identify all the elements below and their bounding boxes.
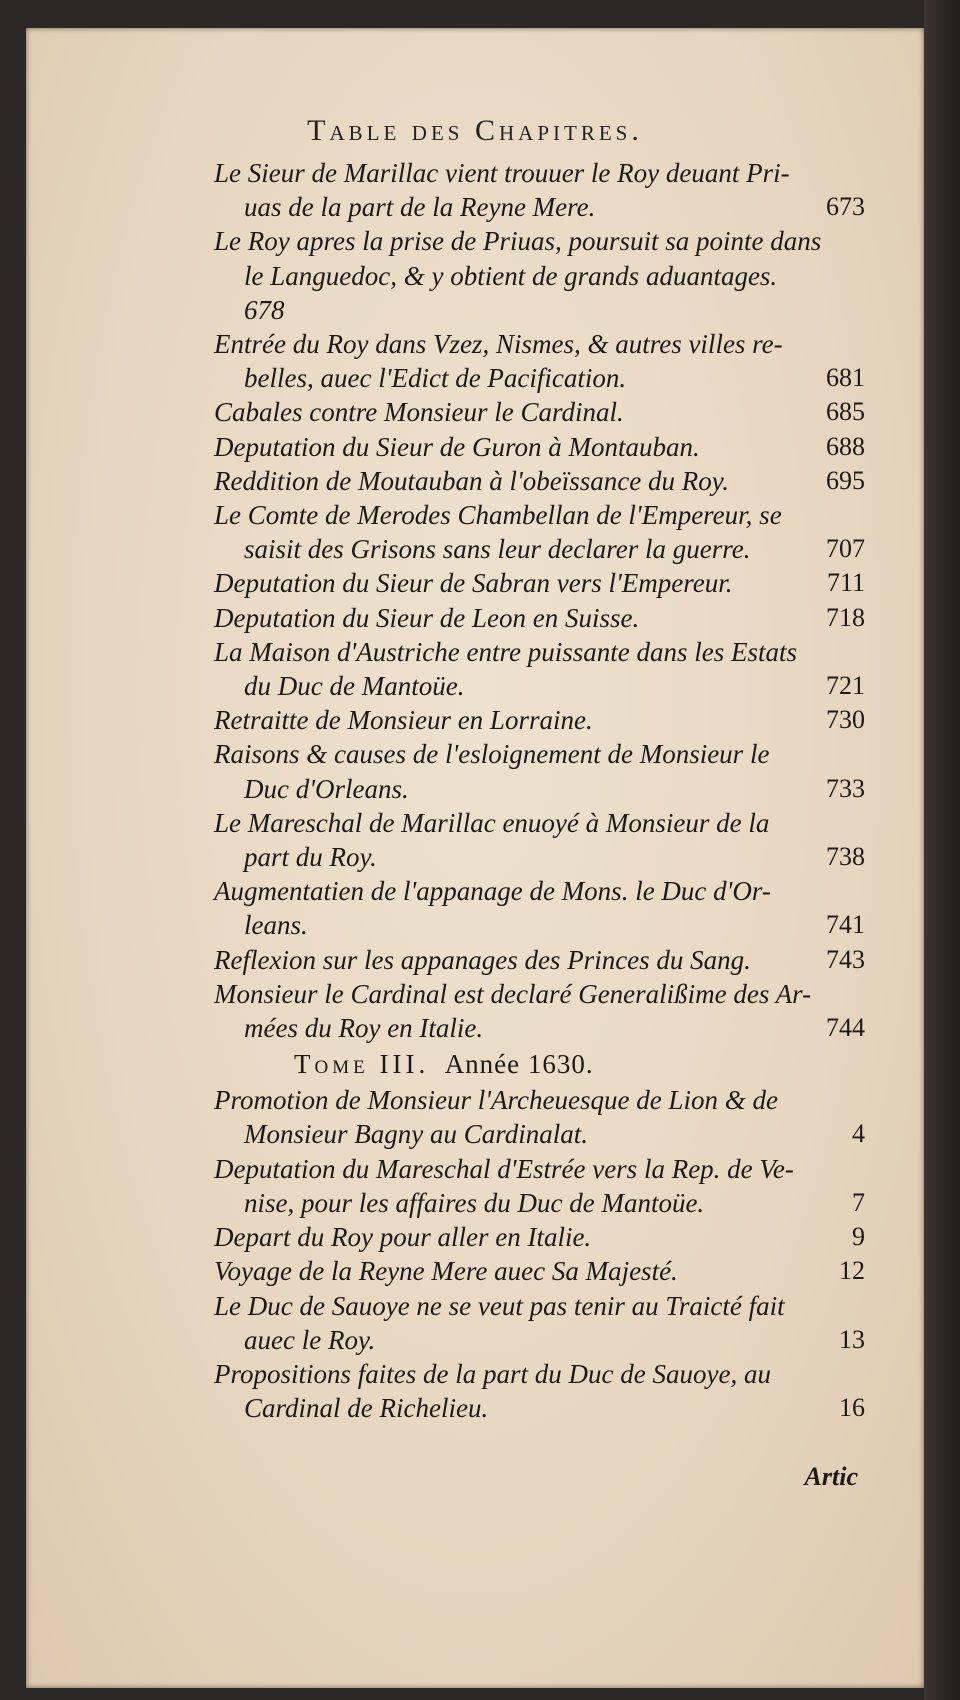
toc-entry-line: Deputation du Sieur de Leon en Suisse. — [214, 602, 640, 633]
toc-entry — [214, 737, 879, 805]
toc-page-number: 9 — [852, 1222, 865, 1252]
tome-label: Tome III. — [294, 1049, 430, 1080]
toc-entry-line: part du Roy. — [244, 842, 377, 873]
catchword: Artic — [804, 1462, 858, 1491]
toc-entry-line: Cardinal de Richelieu. — [244, 1393, 489, 1424]
toc-entry-line: Augmentatien de l'appanage de Mons. le Duc d'Or- — [214, 876, 771, 907]
toc-page-number: 707 — [826, 534, 865, 564]
toc-entry-line: auec le Roy. — [244, 1324, 376, 1355]
toc-entry — [214, 498, 879, 566]
toc-entry-line: Propositions faites de la part du Duc de Sauoye, au — [214, 1358, 771, 1389]
toc-entry-line: Reflexion sur les appanages des Princes du Sang. — [214, 944, 751, 975]
toc-entry-line: Deputation du Mareschal d'Estrée vers la Rep. de Ve- — [214, 1153, 794, 1184]
toc-entry — [214, 430, 879, 464]
toc-entry — [214, 1289, 879, 1357]
toc-entry — [214, 977, 879, 1045]
toc-entry — [214, 1220, 879, 1254]
toc-page-number: 744 — [826, 1013, 865, 1043]
toc-page-number: 743 — [826, 944, 865, 974]
toc-entry — [214, 566, 879, 600]
toc-entry-line: Le Mareschal de Marillac enuoyé à Monsieur de la — [214, 807, 770, 838]
toc-entry — [214, 395, 879, 429]
toc-entry — [214, 1357, 879, 1425]
toc-entry-line: mées du Roy en Italie. — [244, 1013, 484, 1044]
toc-entry — [214, 464, 879, 498]
toc-page-number: 711 — [826, 568, 865, 598]
toc-entry — [214, 1152, 879, 1220]
toc-page-number: 688 — [826, 431, 865, 461]
toc-page-number: 7 — [852, 1187, 865, 1217]
toc-page-number: 4 — [852, 1119, 865, 1149]
toc-entry-line: La Maison d'Austriche entre puissante dans les Estats — [214, 636, 798, 667]
toc-entry — [214, 224, 879, 327]
toc-entry — [214, 806, 879, 874]
year-label: Année 1630. — [444, 1049, 594, 1080]
toc-page-number: 718 — [826, 602, 865, 632]
toc-entry-line: Le Sieur de Marillac vient trouuer le Roy deuant Pri- — [214, 158, 790, 188]
toc-page-number: 16 — [839, 1393, 865, 1423]
toc-entry-line: Depart du Roy pour aller en Italie. — [214, 1222, 592, 1253]
toc-entry-line: belles, auec l'Edict de Pacification. — [244, 363, 627, 394]
toc-page-number: 685 — [826, 397, 865, 427]
page-content — [26, 28, 924, 1688]
toc-entry-line: uas de la part de la Reyne Mere. — [244, 192, 596, 223]
toc-entry-line: Retraitte de Monsieur en Lorraine. — [214, 705, 593, 736]
toc-entry — [214, 635, 879, 703]
toc-entry-line: le Languedoc, & y obtient de grands aduantages. — [244, 260, 778, 291]
toc-page-number: 733 — [826, 773, 865, 803]
toc-page-number: 12 — [839, 1256, 865, 1286]
toc-entry — [214, 1083, 879, 1151]
toc-entry — [214, 1254, 879, 1288]
toc-page-number: 13 — [839, 1324, 865, 1354]
toc-entry-line: Voyage de la Reyne Mere auec Sa Majesté. — [214, 1256, 678, 1287]
toc-page-number: 681 — [826, 363, 865, 393]
toc-entry-line: Deputation du Sieur de Sabran vers l'Empereur. — [214, 568, 733, 599]
toc-entry-line: Promotion de Monsieur l'Archeuesque de Lion & de — [214, 1085, 778, 1116]
toc-entry-line: Reddition de Moutauban à l'obeïssance du Roy. — [214, 465, 729, 496]
toc-entry-line: Monsieur Bagny au Cardinalat. — [244, 1119, 588, 1150]
toc-entry-line: Monsieur le Cardinal est declaré Generalißime des Ar- — [214, 978, 812, 1009]
toc-entry-line: Le Roy apres la prise de Priuas, poursuit sa pointe dans — [214, 226, 822, 257]
toc-page-number: 695 — [826, 465, 865, 495]
toc-entry — [214, 703, 879, 737]
toc-entry-line: Cabales contre Monsieur le Cardinal. — [214, 397, 624, 428]
section-heading — [214, 1045, 879, 1083]
toc-entry — [214, 874, 879, 942]
toc-entry-line: 678 — [244, 294, 285, 325]
toc-entry-line: leans. — [244, 910, 308, 941]
toc-page-number: 721 — [826, 671, 865, 701]
toc-entry-line: Duc d'Orleans. — [244, 773, 409, 804]
toc-entry-line: nise, pour les affaires du Duc de Mantoüe. — [244, 1187, 705, 1218]
toc-entry — [214, 943, 879, 977]
toc-page-number: 738 — [826, 842, 865, 872]
running-header: Table des Chapitres. — [307, 114, 643, 147]
book-edge — [924, 0, 960, 1700]
toc-entry-line: Raisons & causes de l'esloignement de Monsieur le — [214, 739, 770, 770]
toc-entry-line: Entrée du Roy dans Vzez, Nismes, & autres villes re- — [214, 329, 783, 360]
toc-page-number: 730 — [826, 705, 865, 735]
toc-entry-line: saisit des Grisons sans leur declarer la guerre. — [244, 534, 751, 565]
toc-entry — [214, 327, 879, 395]
book-page — [26, 28, 924, 1688]
toc-entry — [214, 156, 879, 224]
toc-entry-line: Le Duc de Sauoye ne se veut pas tenir au Traicté fait — [214, 1290, 785, 1321]
toc-entry-line: Deputation du Sieur de Guron à Montauban. — [214, 431, 700, 462]
toc-page-number: 673 — [826, 192, 865, 222]
toc-page-number: 741 — [826, 910, 865, 940]
toc-entry — [214, 601, 879, 635]
table-of-chapters — [214, 156, 879, 1425]
toc-entry-line: du Duc de Mantoüe. — [244, 671, 465, 702]
toc-entry-line: Le Comte de Merodes Chambellan de l'Empereur, se — [214, 500, 782, 531]
